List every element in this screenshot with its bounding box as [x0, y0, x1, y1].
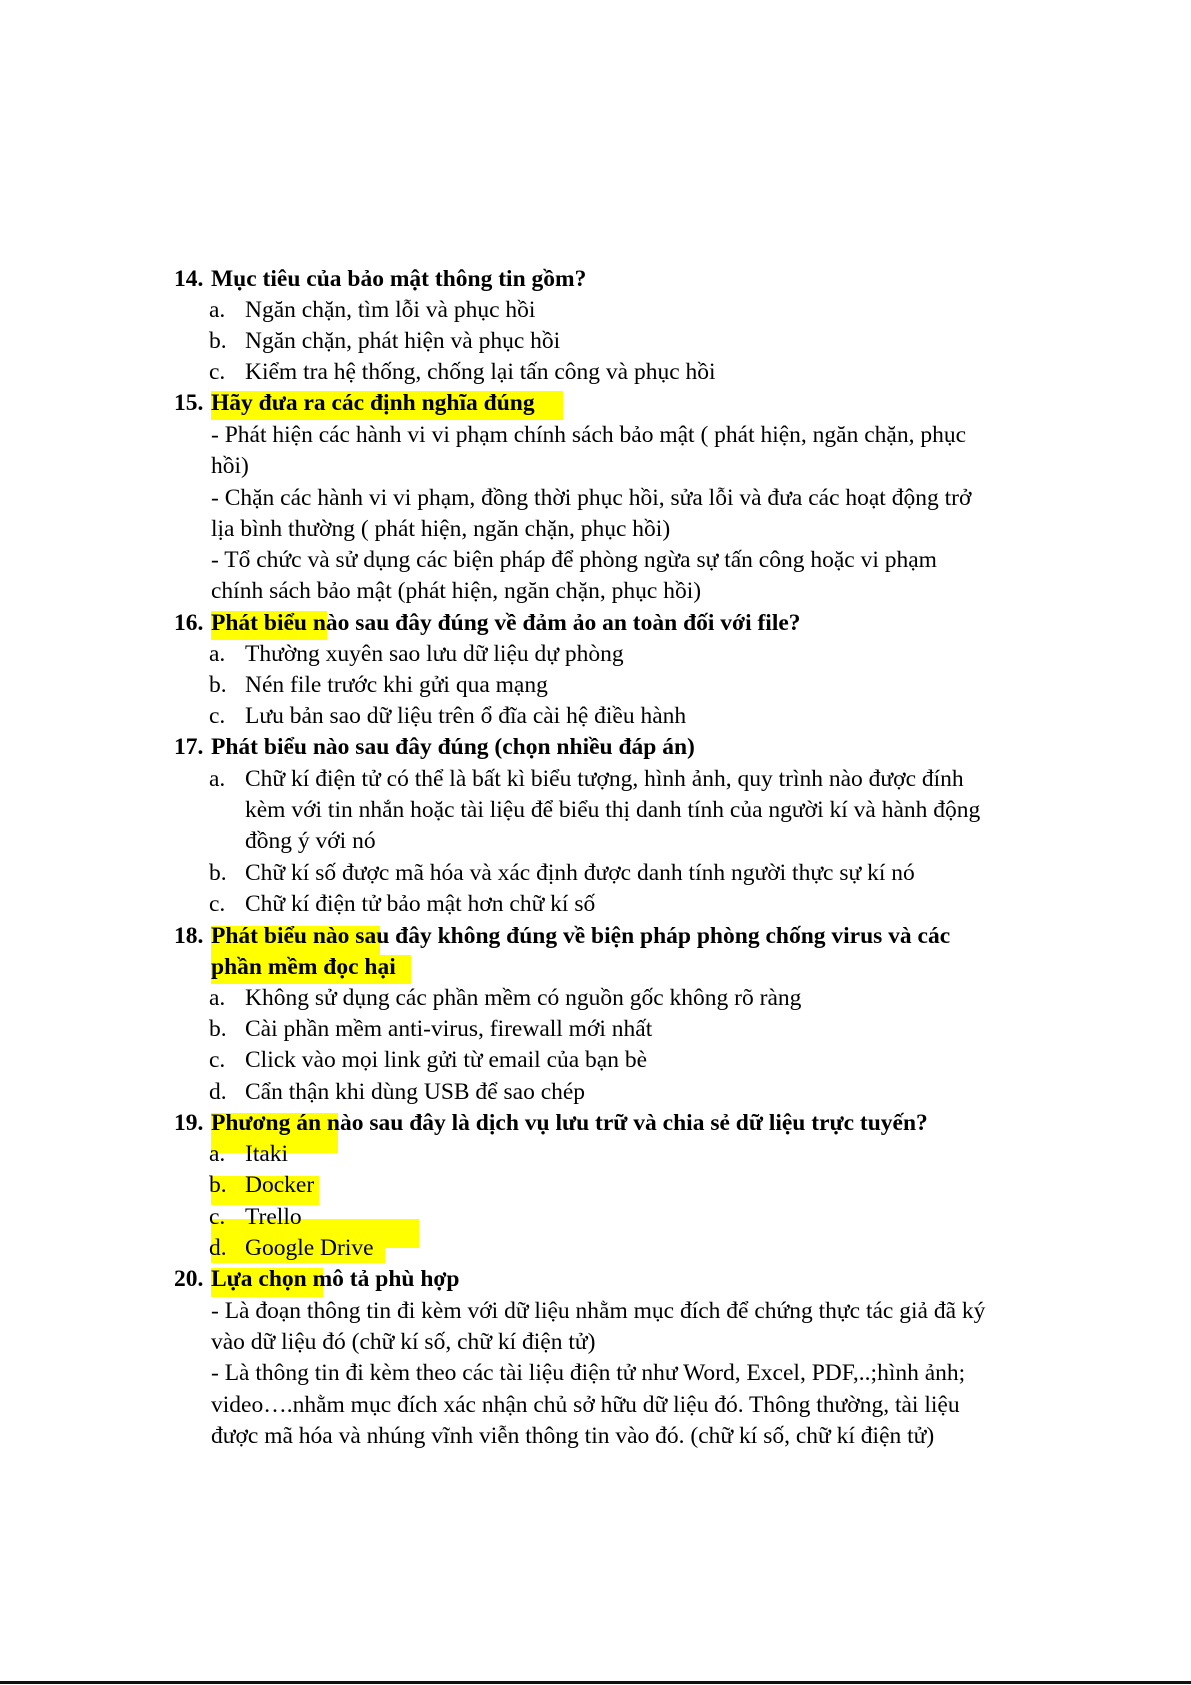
description-line: - Là thông tin đi kèm theo các tài liệu điện tử như Word, Excel, PDF,..;hình ảnh; [211, 1360, 966, 1386]
question-19-title: Phương án nào sau đây là dịch vụ lưu trữ và chia sẻ dữ liệu trực tuyến? [211, 1110, 928, 1136]
option-text: kèm với tin nhắn hoặc tài liệu để biểu thị danh tính của người kí và hành động [245, 797, 981, 823]
question-14-title: Mục tiêu của bảo mật thông tin gồm? [211, 266, 587, 292]
option-label: a. [209, 985, 226, 1011]
definition-line: - Tổ chức và sử dụng các biện pháp để phòng ngừa sự tấn công hoặc vi phạm [211, 547, 937, 573]
option-text: Lưu bản sao dữ liệu trên ổ đĩa cài hệ điều hành [245, 703, 687, 729]
definition-line: chính sách bảo mật (phát hiện, ngăn chặn, phục hồi) [211, 578, 702, 604]
question-18-title: Phát biểu nào sau đây không đúng về biện pháp phòng chống virus và các [211, 923, 951, 949]
question-15-title: Hãy đưa ra các định nghĩa đúng [211, 390, 535, 416]
option-text: Chữ kí điện tử bảo mật hơn chữ kí số [245, 891, 596, 917]
option-text: Ngăn chặn, phát hiện và phục hồi [245, 328, 561, 354]
question-number: 15. [174, 390, 204, 416]
option-text: Thường xuyên sao lưu dữ liệu dự phòng [245, 641, 624, 667]
question-number: 14. [174, 266, 204, 292]
option-label: c. [209, 1047, 226, 1073]
question-17-title: Phát biểu nào sau đây đúng (chọn nhiều đáp án) [211, 734, 695, 760]
definition-line: - Chặn các hành vi vi phạm, đồng thời phục hồi, sửa lỗi và đưa các hoạt động trở [211, 485, 972, 511]
option-text: Không sử dụng các phần mềm có nguồn gốc không rõ ràng [245, 985, 802, 1011]
description-line: được mã hóa và nhúng vĩnh viễn thông tin vào đó. (chữ kí số, chữ kí điện tử) [211, 1423, 935, 1449]
option-text: Trello [245, 1204, 302, 1230]
option-label: b. [209, 672, 227, 698]
option-text: Chữ kí số được mã hóa và xác định được danh tính người thực sự kí nó [245, 860, 915, 886]
option-label: c. [209, 1204, 226, 1230]
question-number: 16. [174, 610, 204, 636]
description-line: - Là đoạn thông tin đi kèm với dữ liệu nhằm mục đích để chứng thực tác giả đã ký [211, 1298, 986, 1324]
definition-line: - Phát hiện các hành vi vi phạm chính sách bảo mật ( phát hiện, ngăn chặn, phục [211, 422, 967, 448]
question-number: 19. [174, 1110, 204, 1136]
page-bottom-rule [0, 1681, 1191, 1684]
question-number: 18. [174, 923, 204, 949]
definition-line: lịa bình thường ( phát hiện, ngăn chặn, phục hồi) [211, 516, 671, 542]
option-label: b. [209, 1172, 227, 1198]
option-label: a. [209, 641, 226, 667]
question-20-title: Lựa chọn mô tả phù hợp [211, 1266, 460, 1292]
question-number: 20. [174, 1266, 204, 1292]
option-text: Chữ kí điện tử có thể là bất kì biểu tượng, hình ảnh, quy trình nào được đính [245, 766, 964, 792]
option-label: a. [209, 1141, 226, 1167]
option-label: b. [209, 860, 227, 886]
option-text: Itaki [245, 1141, 289, 1167]
option-label: a. [209, 297, 226, 323]
question-16-title: Phát biểu nào sau đây đúng về đảm ảo an toàn đối với file? [211, 610, 801, 636]
option-label: c. [209, 703, 226, 729]
option-text: Kiểm tra hệ thống, chống lại tấn công và phục hồi [245, 359, 716, 385]
option-label: b. [209, 328, 227, 354]
question-18-title-cont: phần mềm đọc hại [211, 954, 396, 980]
question-number: 17. [174, 734, 204, 760]
option-text: Click vào mọi link gửi từ email của bạn bè [245, 1047, 648, 1073]
option-text: Nén file trước khi gửi qua mạng [245, 672, 548, 698]
option-text: Cẩn thận khi dùng USB để sao chép [245, 1079, 586, 1105]
option-text: Ngăn chặn, tìm lỗi và phục hồi [245, 297, 536, 323]
definition-line: hồi) [211, 453, 249, 479]
option-label: d. [209, 1235, 227, 1261]
option-text: Cài phần mềm anti-virus, firewall mới nhất [245, 1016, 653, 1042]
option-text: Google Drive [245, 1235, 374, 1261]
option-label: b. [209, 1016, 227, 1042]
description-line: vào dữ liệu đó (chữ kí số, chữ kí điện tử) [211, 1329, 596, 1355]
option-text: đồng ý với nó [245, 828, 376, 854]
option-label: c. [209, 891, 226, 917]
option-text: Docker [245, 1172, 315, 1198]
option-label: d. [209, 1079, 227, 1105]
option-label: a. [209, 766, 226, 792]
description-line: video….nhằm mục đích xác nhận chủ sở hữu dữ liệu đó. Thông thường, tài liệu [211, 1392, 960, 1418]
option-label: c. [209, 359, 226, 385]
